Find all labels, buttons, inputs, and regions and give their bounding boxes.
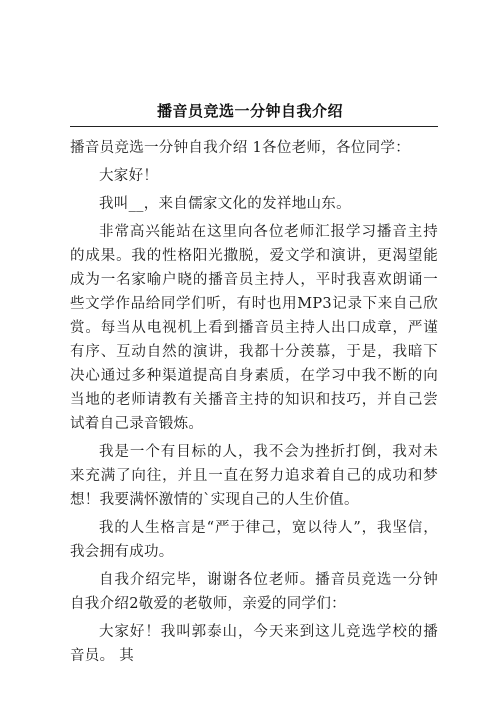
document-title: 播音员竞选一分钟自我介绍	[156, 102, 343, 120]
paragraph-greeting-header: 播音员竞选一分钟自我介绍 1各位老师，各位同学：	[70, 140, 411, 156]
paragraph-closing: 自我介绍完毕，谢谢各位老师。播音员竞选一分钟自我介绍2敬爱的老敬师，亲爱的同学们：	[70, 572, 438, 612]
paragraph-goals: 我是一个有目标的人，我不会为挫折打倒，我对未来充满了向往，并且一直在努力追求着自己的成功和梦想！我要满怀激情的`实现自己的人生价值。	[70, 444, 438, 508]
document-body	[70, 136, 438, 672]
paragraph-introduction: 非常高兴能站在这里向各位老师汇报学习播音主持的成果。我的性格阳光撒脱，爱文学和演讲，更渴望能成为一名家喻户晓的播音员主持人，平时我喜欢朗诵一些文学作品给同学们听，有时也用MP3记录下来自己欣赏。每当从电视机上看到播音员主持人出口成章，严谨有序、互动自然的演讲，我都十分羡慕，于是，我暗下决心通过多种渠道提高自身素质，在学习中我不断的向当地的老师请教有关播音主持的知识和技巧，并自己尝试着自己录音锻炼。	[70, 224, 438, 432]
paragraph-motto: 我的人生格言是“严于律己，宽以待人”，我坚信，我会拥有成功。	[70, 520, 438, 560]
title-divider	[70, 126, 438, 127]
paragraph-hello: 大家好！	[99, 168, 159, 184]
paragraph-name: 我叫__，来自儒家文化的发祥地山东。	[99, 196, 351, 212]
paragraph-second-intro: 大家好！我叫郭泰山，今天来到这儿竞选学校的播音员。 其	[70, 624, 438, 664]
